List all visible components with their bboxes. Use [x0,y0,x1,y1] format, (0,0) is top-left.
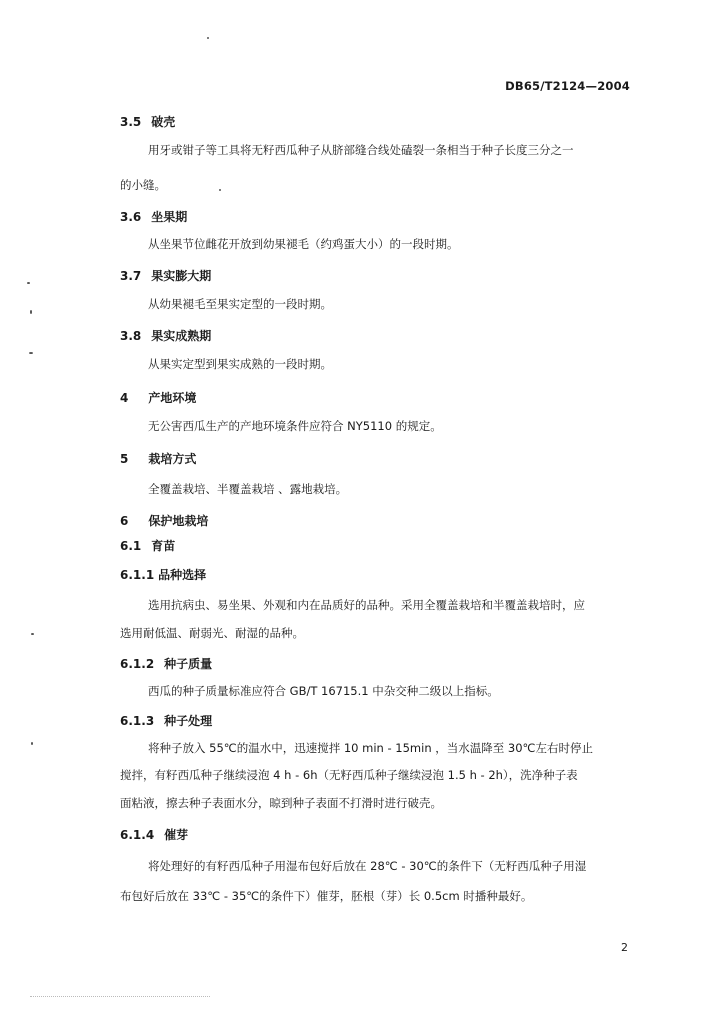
section-heading-3-8 [120,327,211,344]
section-heading-3-6 [120,208,187,225]
section-number: 6 [120,514,129,528]
section-heading-3-5 [120,113,175,130]
page-number: 2 [621,941,628,954]
section-title: 育苗 [151,539,176,553]
section-title: 催芽 [164,828,189,842]
section-number: 6.1.4 [120,828,155,842]
scan-speck [219,189,221,191]
section-title: 破壳 [151,115,176,129]
scan-speck [29,352,33,354]
paragraph-line: 将处理好的有籽西瓜种子用湿布包好后放在 28℃ - 30℃的条件下（无籽西瓜种子用湿 [148,859,587,873]
paragraph-line: 全覆盖栽培、半覆盖栽培 、露地栽培。 [148,482,348,496]
section-number: 3.8 [120,329,142,343]
section-number: 6.1.2 [120,657,155,671]
section-number: 6.1 [120,539,142,553]
section-number: 4 [120,391,129,405]
standard-code: DB65/T2124—2004 [505,79,630,93]
paragraph-line: 从幼果褪毛至果实定型的一段时期。 [148,297,332,311]
paragraph-line: 搅拌，有籽西瓜种子继续浸泡 4 h - 6h（无籽西瓜种子继续浸泡 1.5 h - 2h），洗净种子表 [120,768,578,782]
paragraph-line: 将种子放入 55℃的温水中，迅速搅拌 10 min - 15min ，当水温降至 30℃左右时停止 [148,741,593,755]
section-number: 3.7 [120,269,142,283]
section-number: 5 [120,452,129,466]
section-number: 6.1.1 [120,568,155,582]
scan-artifact-line [30,996,210,998]
scan-speck [31,633,34,635]
section-title: 品种选择 [158,568,207,582]
section-number: 3.6 [120,210,142,224]
section-title: 坐果期 [151,210,188,224]
paragraph-line: 用牙或钳子等工具将无籽西瓜种子从脐部缝合线处磕裂一条相当于种子长度三分之一 [148,143,574,157]
section-heading-6-1-3 [120,712,212,729]
paragraph-line: 从果实定型到果实成熟的一段时期。 [148,357,332,371]
paragraph-line: 面粘液，擦去种子表面水分，晾到种子表面不打滑时进行破壳。 [120,796,442,810]
paragraph-line: 从坐果节位雌花开放到幼果褪毛（约鸡蛋大小）的一段时期。 [148,237,459,251]
section-heading-6-1-4 [120,826,188,843]
section-title: 栽培方式 [148,452,197,466]
section-heading-6-1-2 [120,655,212,672]
scan-speck [30,310,32,314]
section-heading-3-7 [120,267,211,284]
paragraph-line: 西瓜的种子质量标准应符合 GB/T 16715.1 中杂交种二级以上指标。 [148,684,499,698]
section-heading-6-1-1 [120,566,206,583]
section-title: 种子处理 [164,714,213,728]
scan-speck [207,37,209,39]
section-title: 保护地栽培 [148,514,209,528]
paragraph-line: 的小缝。 [120,178,166,192]
paragraph-line: 选用抗病虫、易坐果、外观和内在品质好的品种。采用全覆盖栽培和半覆盖栽培时，应 [148,598,585,612]
scan-speck [27,282,30,284]
section-heading-6 [120,512,208,529]
section-heading-4 [120,389,196,406]
section-title: 果实成熟期 [151,329,212,343]
section-title: 产地环境 [148,391,197,405]
scan-speck [31,742,33,745]
paragraph-line: 选用耐低温、耐弱光、耐湿的品种。 [120,626,304,640]
section-heading-5 [120,450,196,467]
section-number: 3.5 [120,115,142,129]
paragraph-line: 布包好后放在 33℃ - 35℃的条件下）催芽，胚根（芽）长 0.5cm 时播种最好。 [120,889,533,903]
section-title: 种子质量 [164,657,213,671]
section-heading-6-1 [120,537,175,554]
paragraph-line: 无公害西瓜生产的产地环境条件应符合 NY5110 的规定。 [148,419,442,433]
section-number: 6.1.3 [120,714,155,728]
section-title: 果实膨大期 [151,269,212,283]
